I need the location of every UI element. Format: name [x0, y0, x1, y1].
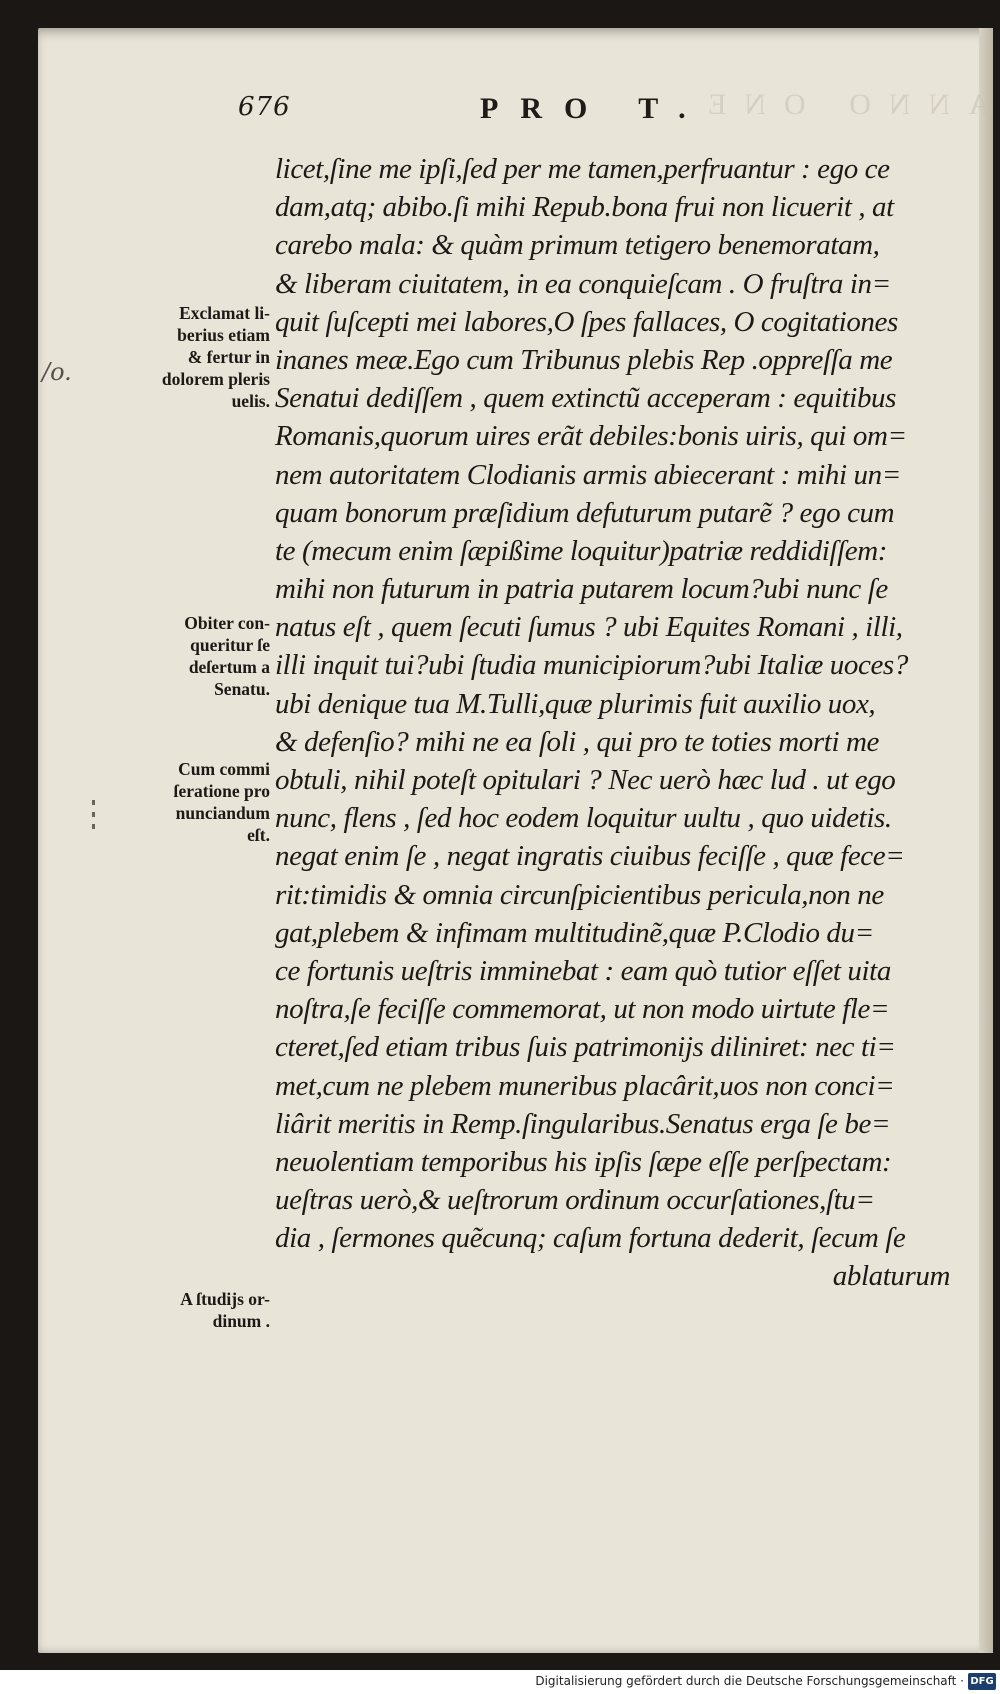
margin-note-line: deſertum a [188, 657, 270, 677]
body-text [275, 150, 955, 1296]
text-line: noſtra,ſe feciſſe commemorat, ut non modo uirtute fle= [275, 993, 890, 1026]
text-line: & defenſio? mihi ne ea ſoli , qui pro te toties morti me [275, 725, 879, 758]
text-line: dam,atq; abibo.ſi mihi Repub.bona frui non licuerit , at [275, 191, 894, 224]
text-line: rit:timidis & omnia circunſpicientibus pericula,non ne [275, 878, 884, 911]
text-line: te (mecum enim ſæpißime loquitur)patriæ reddidiſſem: [275, 534, 888, 567]
margin-note-line: Senatu. [214, 679, 270, 699]
margin-note-line: Exclamat li- [179, 303, 270, 323]
margin-tick-mark [92, 824, 95, 829]
margin-note-line: dinum . [212, 1311, 270, 1331]
margin-note-line: A ſtudijs or- [180, 1289, 270, 1309]
text-line: nunc, flens , ſed hoc eodem loquitur uultu , quo uidetis. [275, 802, 892, 835]
margin-note-line: uelis. [231, 391, 270, 411]
margin-note-cum-commiseratione [120, 758, 270, 846]
text-line: & liberam ciuitatem, in ea conquieſcam . O fruſtra in= [275, 267, 891, 300]
text-line: nem autoritatem Clodianis armis abiecerant : mihi un= [275, 458, 901, 491]
text-line: Senatui dediſſem , quem extinctũ acceperam : equitibus [275, 382, 897, 415]
margin-note-a-studijs [120, 1288, 270, 1332]
margin-note-line: queritur ſe [190, 635, 270, 655]
margin-note-line: ſeratione pro [173, 781, 270, 801]
page-edge [979, 28, 993, 1653]
margin-tick-mark [92, 812, 95, 817]
handwritten-margin-mark: /o. [42, 358, 72, 386]
margin-tick-mark [92, 800, 95, 805]
text-line: obtuli, nihil poteſt opitulari ? Nec uerò hæc lud . ut ego [275, 764, 896, 796]
text-line: quit ſuſcepti mei labores,O ſpes fallaces, O cogitationes [275, 305, 898, 338]
text-line: inanes meæ.Ego cum Tribunus plebis Rep .oppreſſa me [275, 343, 893, 376]
margin-note-obiter [120, 612, 270, 700]
text-line: dia , ſermones quẽcunq; caſum fortuna dederit, ſecum ſe [275, 1222, 906, 1255]
text-line: mihi non futurum in patria putarem locum?ubi nunc ſe [275, 573, 888, 606]
text-line: natus eſt , quem ſecuti ſumus ? ubi Equites Romani , illi, [275, 611, 903, 644]
text-line: neuolentiam temporibus his ipſis ſæpe eſſe perſpectam: [275, 1145, 892, 1178]
text-line: quam bonorum præſidium defuturum putarẽ ? ego cum [275, 496, 895, 529]
text-line: licet,ſine me ipſi,ſed per me tamen,perfruantur : ego ce [275, 153, 890, 185]
text-line: negat enim ſe , negat ingratis ciuibus feciſſe , quæ fece= [275, 840, 905, 873]
margin-note-line: nunciandum [175, 803, 270, 823]
text-line: gat,plebem & infimam multitudinẽ,quæ P.Clodio du= [275, 916, 874, 949]
margin-note-line: Cum commi [178, 759, 270, 779]
text-line: Romanis,quorum uires erãt debiles:bonis uiris, qui om= [275, 420, 907, 453]
text-line: ce fortunis ueſtris imminebat : eam quò tutior eſſet uita [275, 954, 891, 987]
dfg-logo: DFG [968, 1673, 996, 1690]
catchword-line: ablaturum [832, 1260, 950, 1293]
text-line: met,cum ne plebem muneribus placârit,uos non conci= [275, 1069, 895, 1102]
footer-bar [0, 1670, 1000, 1694]
bleed-through-text: ANNO ONE [690, 88, 990, 121]
margin-note-line: eſt. [247, 825, 270, 845]
margin-note-line: Obiter con- [184, 613, 270, 633]
funding-credit: Digitalisierung gefördert durch die Deutsche Forschungsgemeinschaft · [535, 1674, 964, 1688]
margin-note-line: berius etiam [177, 325, 270, 345]
margin-note-line: & fertur in [187, 347, 270, 367]
text-line: illi inquit tui?ubi ſtudia municipiorum?ubi Italiæ uoces? [275, 649, 908, 682]
text-line: carebo mala: & quàm primum tetigero benemoratam, [275, 229, 880, 262]
margin-note-exclamat [120, 302, 270, 412]
margin-note-line: dolorem pleris [161, 369, 270, 389]
text-line: ubi denique tua M.Tulli,quæ plurimis fuit auxilio uox, [275, 687, 876, 720]
text-line: liârit meritis in Remp.ſingularibus.Senatus erga ſe be= [275, 1107, 891, 1140]
text-line: ueſtras uerò,& ueſtrorum ordinum occurſationes,ſtu= [275, 1184, 875, 1217]
page-number: 676 [238, 92, 291, 122]
text-line: cteret,ſed etiam tribus ſuis patrimonijs diliniret: nec ti= [275, 1031, 896, 1064]
running-head: PRO T. [480, 92, 708, 125]
